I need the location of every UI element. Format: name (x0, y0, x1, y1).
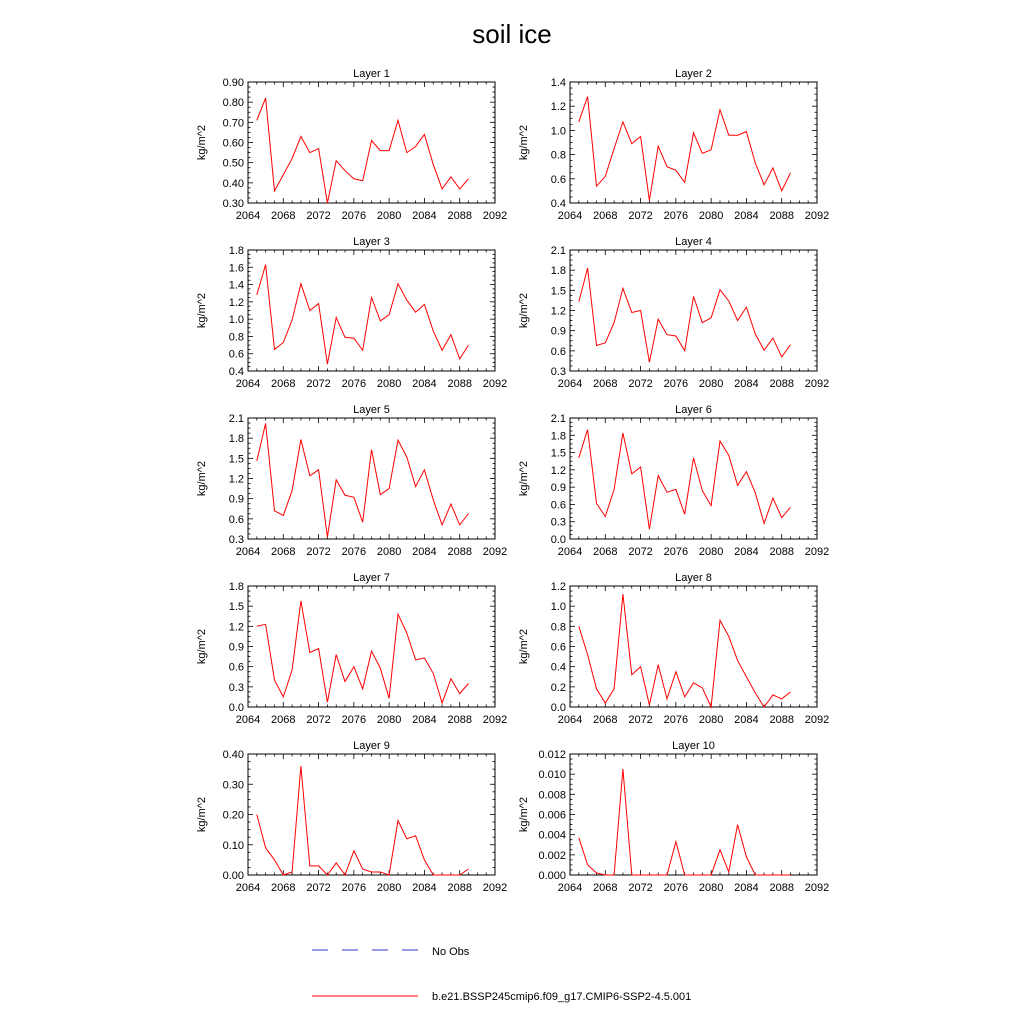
panel-title: Layer 9 (353, 740, 390, 752)
model-series-line (257, 265, 469, 364)
y-tick-label: 0.6 (228, 348, 244, 361)
y-tick-label: 0.70 (222, 117, 244, 130)
x-tick-label: 2092 (482, 714, 508, 726)
x-tick-label: 2076 (341, 882, 367, 894)
x-tick-label: 2076 (341, 714, 367, 726)
y-tick-label: 0.002 (538, 849, 566, 862)
x-tick-label: 2072 (306, 714, 331, 726)
y-tick-label: 1.6 (228, 262, 244, 275)
y-tick-label: 0.6 (228, 513, 244, 526)
x-tick-label: 2080 (376, 378, 402, 390)
x-tick-label: 2092 (482, 546, 508, 558)
y-tick-label: 0.8 (228, 331, 244, 344)
plot-frame (248, 754, 495, 875)
x-tick-label: 2080 (376, 882, 402, 894)
model-series-line (257, 601, 469, 703)
panel-title: Layer 7 (353, 572, 390, 584)
plot-frame (248, 586, 495, 707)
y-axis-label: kg/m^2 (196, 124, 208, 161)
legend (312, 946, 691, 1003)
y-tick-label: 1.8 (550, 430, 566, 443)
x-tick-label: 2076 (341, 546, 367, 558)
model-series-line (579, 97, 791, 201)
y-tick-label: 1.0 (550, 125, 566, 138)
x-tick-label: 2064 (235, 546, 261, 558)
x-tick-label: 2088 (769, 210, 794, 222)
panel-title: Layer 1 (353, 68, 390, 80)
x-tick-label: 2088 (769, 882, 794, 894)
plot-frame (570, 754, 817, 875)
y-tick-label: 0.50 (222, 157, 244, 170)
x-tick-label: 2068 (271, 210, 296, 222)
y-tick-label: 0.6 (550, 173, 566, 186)
x-tick-label: 2076 (663, 546, 689, 558)
x-tick-label: 2076 (341, 378, 367, 390)
x-tick-label: 2072 (306, 210, 331, 222)
y-tick-label: 2.1 (550, 245, 566, 257)
x-tick-label: 2088 (447, 378, 472, 390)
y-axis-label: kg/m^2 (196, 292, 208, 329)
x-tick-label: 2076 (663, 882, 689, 894)
x-tick-label: 2080 (698, 378, 724, 390)
y-tick-label: 1.0 (228, 314, 244, 327)
x-tick-label: 2088 (447, 546, 472, 558)
x-tick-label: 2088 (447, 714, 472, 726)
x-tick-label: 2076 (341, 210, 367, 222)
y-tick-label: 0.6 (550, 641, 566, 654)
x-tick-label: 2064 (557, 378, 583, 390)
x-tick-label: 2064 (235, 714, 261, 726)
y-tick-label: 1.8 (550, 265, 566, 278)
y-axis-label: kg/m^2 (196, 628, 208, 665)
y-tick-label: 0.9 (228, 641, 244, 654)
y-tick-label: 0.40 (222, 177, 244, 190)
x-tick-label: 2092 (804, 882, 830, 894)
y-tick-label: 0.004 (538, 829, 566, 842)
x-tick-label: 2068 (593, 546, 618, 558)
x-tick-label: 2072 (628, 210, 653, 222)
y-tick-label: 0.8 (550, 149, 566, 162)
panel-title: Layer 4 (675, 236, 712, 248)
y-tick-label: 0.008 (538, 789, 566, 802)
x-tick-label: 2092 (482, 210, 508, 222)
y-tick-label: 0.6 (228, 661, 244, 674)
x-tick-label: 2064 (557, 546, 583, 558)
figure-title: soil ice (472, 19, 552, 49)
y-tick-label: 0.90 (222, 77, 244, 89)
x-tick-label: 2080 (698, 714, 724, 726)
model-series-line (579, 594, 791, 707)
x-tick-label: 2088 (769, 378, 794, 390)
y-tick-label: 2.1 (228, 413, 244, 425)
y-tick-label: 0.2 (550, 681, 566, 694)
x-tick-label: 2084 (734, 378, 759, 390)
y-tick-label: 0.6 (550, 345, 566, 358)
legend-model-label: b.e21.BSSP245cmip6.f09_g17.CMIP6-SSP2-4.5.001 (432, 991, 692, 1003)
y-tick-label: 0.30 (222, 198, 244, 210)
y-tick-label: 0.3 (550, 366, 566, 378)
x-tick-label: 2068 (271, 546, 296, 558)
y-tick-label: 0.4 (550, 661, 566, 674)
y-tick-label: 0.010 (538, 769, 566, 782)
x-tick-label: 2072 (628, 714, 653, 726)
x-tick-label: 2084 (412, 714, 437, 726)
x-tick-label: 2072 (628, 378, 653, 390)
x-tick-label: 2092 (482, 882, 508, 894)
y-axis-label: kg/m^2 (196, 796, 208, 833)
panel-layer-3 (196, 236, 507, 390)
x-tick-label: 2084 (734, 714, 759, 726)
y-tick-label: 0.012 (538, 749, 566, 761)
x-tick-label: 2092 (804, 210, 830, 222)
y-axis-label: kg/m^2 (196, 460, 208, 497)
y-tick-label: 1.2 (228, 473, 244, 486)
x-tick-label: 2084 (412, 546, 437, 558)
x-tick-label: 2076 (663, 378, 689, 390)
y-axis-label: kg/m^2 (518, 460, 530, 497)
y-tick-label: 1.8 (228, 581, 244, 593)
x-tick-label: 2068 (593, 714, 618, 726)
x-tick-label: 2068 (271, 714, 296, 726)
x-tick-label: 2088 (769, 546, 794, 558)
x-tick-label: 2080 (698, 882, 724, 894)
y-tick-label: 1.8 (228, 245, 244, 257)
model-series-line (257, 98, 469, 203)
y-tick-label: 0.4 (228, 366, 244, 378)
y-tick-label: 0.6 (550, 499, 566, 512)
x-tick-label: 2064 (557, 210, 583, 222)
x-tick-label: 2084 (412, 210, 437, 222)
y-tick-label: 0.0 (550, 534, 566, 546)
x-tick-label: 2084 (412, 882, 437, 894)
x-tick-label: 2092 (804, 714, 830, 726)
x-tick-label: 2084 (734, 546, 759, 558)
x-tick-label: 2068 (593, 378, 618, 390)
x-tick-label: 2064 (557, 714, 583, 726)
y-tick-label: 0.40 (222, 749, 244, 761)
y-tick-label: 1.4 (228, 279, 244, 292)
x-tick-label: 2080 (698, 210, 724, 222)
x-tick-label: 2080 (376, 546, 402, 558)
y-tick-label: 0.0 (228, 702, 244, 714)
panel-layer-10 (518, 740, 829, 894)
y-tick-label: 1.5 (550, 447, 566, 460)
x-tick-label: 2084 (412, 378, 437, 390)
model-series-line (257, 766, 469, 875)
y-tick-label: 1.2 (228, 296, 244, 309)
panel-title: Layer 3 (353, 236, 390, 248)
panel-layer-5 (196, 404, 507, 558)
legend-obs-label: No Obs (432, 946, 470, 958)
x-tick-label: 2068 (271, 378, 296, 390)
y-tick-label: 1.2 (550, 305, 566, 318)
y-tick-label: 0.9 (550, 482, 566, 495)
panel-layer-9 (196, 740, 507, 894)
y-tick-label: 0.000 (538, 870, 566, 882)
panel-title: Layer 6 (675, 404, 712, 416)
y-tick-label: 0.30 (222, 779, 244, 792)
y-tick-label: 1.8 (228, 433, 244, 446)
x-tick-label: 2088 (447, 210, 472, 222)
plot-frame (570, 586, 817, 707)
x-tick-label: 2092 (804, 378, 830, 390)
panel-layer-8 (518, 572, 829, 726)
y-tick-label: 0.8 (550, 621, 566, 634)
y-tick-label: 1.5 (228, 601, 244, 614)
x-tick-label: 2092 (482, 378, 508, 390)
x-tick-label: 2064 (235, 882, 261, 894)
x-tick-label: 2076 (663, 210, 689, 222)
plot-frame (570, 418, 817, 539)
model-series-line (579, 769, 791, 875)
x-tick-label: 2072 (628, 546, 653, 558)
y-tick-label: 0.9 (550, 325, 566, 338)
y-tick-label: 1.2 (550, 464, 566, 477)
y-tick-label: 0.006 (538, 809, 566, 822)
x-tick-label: 2072 (628, 882, 653, 894)
x-tick-label: 2080 (376, 714, 402, 726)
x-tick-label: 2088 (769, 714, 794, 726)
x-tick-label: 2072 (306, 882, 331, 894)
y-tick-label: 0.60 (222, 137, 244, 150)
y-tick-label: 0.20 (222, 809, 244, 822)
x-tick-label: 2084 (734, 210, 759, 222)
x-tick-label: 2092 (804, 546, 830, 558)
x-tick-label: 2064 (557, 882, 583, 894)
y-tick-label: 1.0 (550, 601, 566, 614)
y-tick-label: 0.9 (228, 493, 244, 506)
panel-title: Layer 8 (675, 572, 712, 584)
panel-layer-7 (196, 572, 507, 726)
panel-title: Layer 2 (675, 68, 712, 80)
plot-frame (570, 82, 817, 203)
x-tick-label: 2068 (271, 882, 296, 894)
panel-layer-2 (518, 68, 829, 222)
x-tick-label: 2084 (734, 882, 759, 894)
panel-title: Layer 10 (672, 740, 715, 752)
panel-layer-1 (196, 68, 507, 222)
x-tick-label: 2072 (306, 378, 331, 390)
y-tick-label: 1.5 (550, 285, 566, 298)
panel-layer-4 (518, 236, 829, 390)
y-tick-label: 0.3 (550, 516, 566, 529)
x-tick-label: 2064 (235, 210, 261, 222)
model-series-line (257, 423, 469, 537)
y-axis-label: kg/m^2 (518, 628, 530, 665)
y-tick-label: 0.3 (228, 681, 244, 694)
y-axis-label: kg/m^2 (518, 796, 530, 833)
y-tick-label: 0.10 (222, 839, 244, 852)
x-tick-label: 2072 (306, 546, 331, 558)
x-tick-label: 2076 (663, 714, 689, 726)
y-tick-label: 2.1 (550, 413, 566, 425)
x-tick-label: 2088 (447, 882, 472, 894)
panel-layer-6 (518, 404, 829, 558)
model-series-line (579, 268, 791, 362)
panel-title: Layer 5 (353, 404, 390, 416)
y-axis-label: kg/m^2 (518, 292, 530, 329)
y-tick-label: 1.2 (550, 581, 566, 593)
y-tick-label: 1.2 (228, 621, 244, 634)
y-tick-label: 0.80 (222, 97, 244, 110)
y-tick-label: 0.00 (222, 870, 244, 882)
y-tick-label: 0.3 (228, 534, 244, 546)
y-tick-label: 1.5 (228, 453, 244, 466)
x-tick-label: 2068 (593, 882, 618, 894)
model-series-line (579, 430, 791, 530)
x-tick-label: 2080 (698, 546, 724, 558)
x-tick-label: 2068 (593, 210, 618, 222)
y-tick-label: 0.4 (550, 198, 566, 210)
panel-grid (196, 68, 829, 894)
x-tick-label: 2064 (235, 378, 261, 390)
y-tick-label: 1.2 (550, 101, 566, 114)
y-tick-label: 0.0 (550, 702, 566, 714)
y-tick-label: 1.4 (550, 77, 566, 89)
x-tick-label: 2080 (376, 210, 402, 222)
y-axis-label: kg/m^2 (518, 124, 530, 161)
